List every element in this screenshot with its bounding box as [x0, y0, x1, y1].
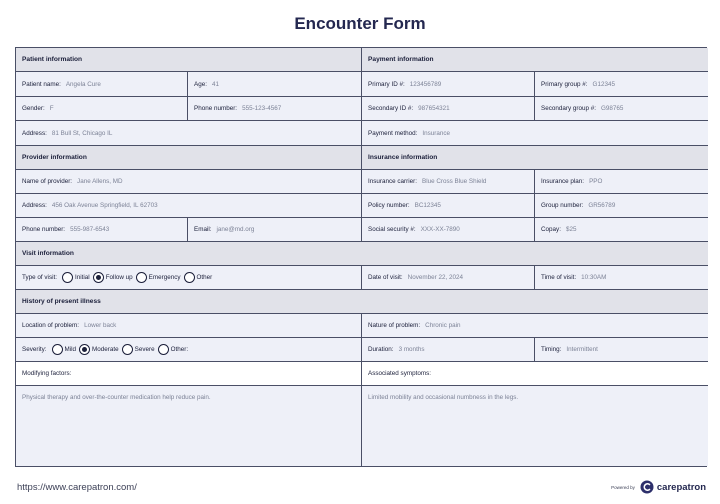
provider-phone-label: Phone number:	[22, 226, 66, 233]
policy-number-label: Policy number:	[368, 202, 410, 209]
age-field[interactable]	[188, 72, 362, 97]
timing-value: Intermittent	[566, 346, 598, 353]
provider-email-field[interactable]	[188, 218, 362, 242]
insurance-plan-label: Insurance plan:	[541, 178, 585, 185]
insurance-carrier-field[interactable]	[362, 170, 535, 194]
patient-phone-value: 555-123-4567	[242, 105, 282, 112]
insurance-plan-field[interactable]	[535, 170, 708, 194]
severity-severe-radio[interactable]: Severe	[122, 344, 155, 355]
social-security-value: XXX-XX-7890	[420, 226, 460, 233]
gender-value: F	[49, 105, 54, 112]
secondary-id-field[interactable]	[362, 97, 535, 121]
visit-date-field[interactable]	[362, 266, 535, 290]
provider-name-field[interactable]	[16, 170, 362, 194]
problem-nature-label: Nature of problem:	[368, 322, 421, 329]
visit-info-header: Visit information	[16, 242, 708, 266]
visit-type-other-radio[interactable]: Other	[184, 272, 213, 283]
associated-symptoms-value: Limited mobility and occasional numbness in the legs.	[368, 394, 519, 401]
duration-label: Duration:	[368, 346, 394, 353]
duration-value: 3 months	[398, 346, 425, 353]
provider-name-value: Jane Allens, MD	[77, 178, 123, 185]
visit-type-field	[16, 266, 362, 290]
secondary-id-value: 987654321	[418, 105, 450, 112]
associated-symptoms-textarea[interactable]	[362, 386, 708, 466]
provider-address-value: 456 Oak Avenue Springfield, IL 62703	[51, 202, 158, 209]
patient-phone-field[interactable]	[188, 97, 362, 121]
group-number-label: Group number:	[541, 202, 584, 209]
visit-type-emergency-radio[interactable]: Emergency	[136, 272, 181, 283]
provider-name-label: Name of provider:	[22, 178, 73, 185]
group-number-value: GR56789	[588, 202, 616, 209]
gender-label: Gender:	[22, 105, 45, 112]
age-value: 41	[211, 80, 219, 88]
provider-phone-field[interactable]	[16, 218, 188, 242]
secondary-group-label: Secondary group #:	[541, 105, 596, 112]
payment-method-label: Payment method:	[368, 129, 418, 137]
severity-field	[16, 338, 362, 362]
brand-name: carepatron	[656, 481, 706, 493]
severity-moderate-radio[interactable]: Moderate	[79, 344, 119, 355]
radio-circle-icon	[136, 272, 147, 283]
secondary-group-field[interactable]	[535, 97, 708, 121]
insurance-plan-value: PPO	[589, 178, 603, 185]
severity-mild-radio[interactable]: Mild	[52, 344, 77, 355]
patient-info-header: Patient information	[16, 48, 362, 72]
visit-date-label: Date of visit:	[368, 274, 403, 281]
age-label: Age:	[194, 80, 207, 88]
visit-time-value: 10:30AM	[581, 274, 607, 281]
insurance-carrier-value: Blue Cross Blue Shield	[422, 178, 487, 185]
powered-by-label: Powered by	[611, 484, 635, 490]
provider-email-label: Email:	[194, 226, 212, 233]
insurance-info-header: Insurance information	[362, 146, 708, 170]
visit-date-value: November 22, 2024	[407, 274, 463, 281]
social-security-field[interactable]	[362, 218, 535, 242]
patient-address-label: Address:	[22, 129, 47, 137]
payment-info-header: Payment information	[362, 48, 708, 72]
group-number-field[interactable]	[535, 194, 708, 218]
footer-link[interactable]: https://www.carepatron.com/	[17, 482, 137, 493]
visit-time-field[interactable]	[535, 266, 708, 290]
radio-checked-icon	[79, 344, 90, 355]
patient-name-value: Angela Cure	[65, 80, 101, 88]
secondary-id-label: Secondary ID #:	[368, 105, 414, 112]
patient-name-label: Patient name:	[22, 80, 61, 88]
modifying-factors-textarea[interactable]	[16, 386, 362, 466]
provider-address-field[interactable]	[16, 194, 362, 218]
provider-email-value: jane@md.org	[216, 226, 255, 233]
timing-label: Timing:	[541, 346, 562, 353]
primary-id-field[interactable]	[362, 72, 535, 97]
radio-circle-icon	[122, 344, 133, 355]
history-header: History of present illness	[16, 290, 708, 314]
policy-number-value: BC12345	[414, 202, 441, 209]
payment-method-value: Insurance	[422, 129, 451, 137]
primary-group-field[interactable]	[535, 72, 708, 97]
severity-other-radio[interactable]: Other:	[158, 344, 189, 355]
radio-circle-icon	[52, 344, 63, 355]
radio-circle-icon	[62, 272, 73, 283]
patient-name-field[interactable]	[16, 72, 188, 97]
social-security-label: Social security #:	[368, 226, 416, 233]
patient-address-field[interactable]	[16, 121, 362, 146]
copay-label: Copay:	[541, 226, 561, 233]
timing-field[interactable]	[535, 338, 708, 362]
problem-location-field[interactable]	[16, 314, 362, 338]
primary-id-label: Primary ID #:	[368, 80, 405, 88]
modifying-factors-label: Modifying factors:	[16, 362, 362, 386]
copay-field[interactable]	[535, 218, 708, 242]
problem-location-label: Location of problem:	[22, 322, 80, 329]
patient-phone-label: Phone number:	[194, 105, 238, 112]
problem-nature-value: Chronic pain	[425, 322, 461, 329]
provider-info-header: Provider information	[16, 146, 362, 170]
policy-number-field[interactable]	[362, 194, 535, 218]
primary-group-label: Primary group #:	[541, 80, 588, 88]
secondary-group-value: G98765	[600, 105, 624, 112]
visit-type-follow-up-radio[interactable]: Follow up	[93, 272, 133, 283]
severity-label: Severity:	[22, 346, 47, 353]
visit-type-initial-radio[interactable]: Initial	[62, 272, 90, 283]
gender-field[interactable]	[16, 97, 188, 121]
problem-nature-field[interactable]	[362, 314, 708, 338]
modifying-factors-value: Physical therapy and over-the-counter medication help reduce pain.	[22, 394, 211, 401]
page-title: Encounter Form	[294, 14, 426, 33]
patient-address-value: 81 Bull St, Chicago IL	[51, 129, 113, 137]
provider-phone-value: 555-987-6543	[70, 226, 110, 233]
encounter-form	[15, 47, 707, 467]
brand-logo	[611, 480, 706, 494]
duration-field[interactable]	[362, 338, 535, 362]
payment-method-field[interactable]	[362, 121, 708, 146]
visit-time-label: Time of visit:	[541, 274, 577, 281]
primary-group-value: G12345	[592, 80, 615, 88]
insurance-carrier-label: Insurance carrier:	[368, 178, 417, 185]
radio-circle-icon	[158, 344, 169, 355]
visit-type-label: Type of visit:	[22, 274, 57, 281]
radio-circle-icon	[184, 272, 195, 283]
problem-location-value: Lower back	[84, 322, 117, 329]
carepatron-logo-icon	[640, 480, 654, 494]
associated-symptoms-label: Associated symptoms:	[362, 362, 708, 386]
copay-value: $25	[565, 226, 577, 233]
provider-address-label: Address:	[22, 202, 47, 209]
radio-checked-icon	[93, 272, 104, 283]
primary-id-value: 123456789	[409, 80, 442, 88]
